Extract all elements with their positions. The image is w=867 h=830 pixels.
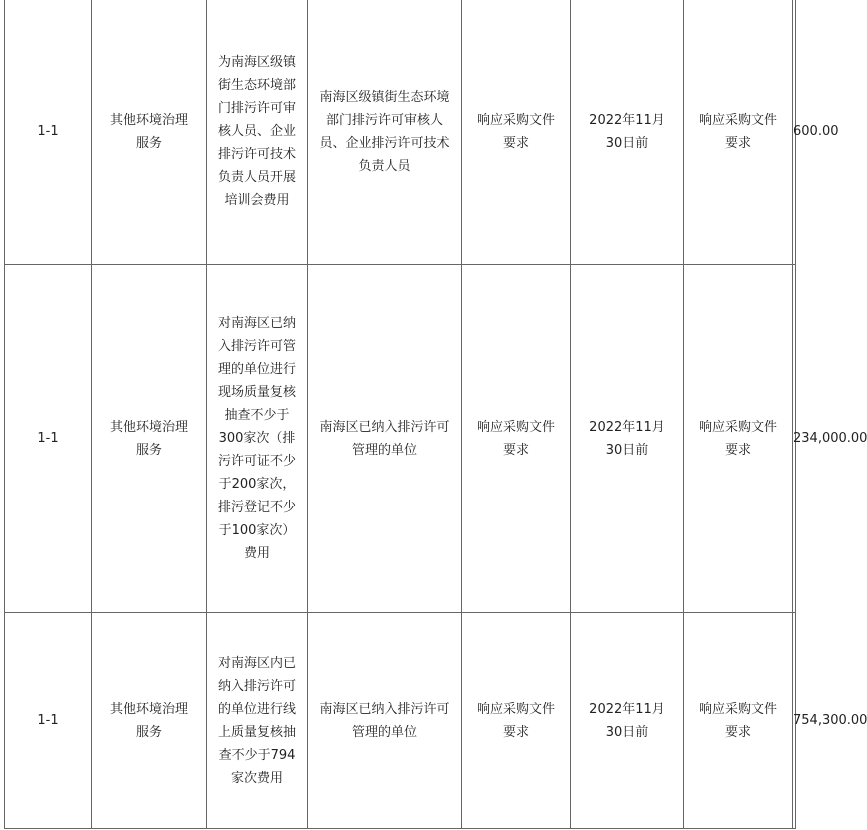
item-requirement-2: 响应采购文件要求 <box>684 0 793 265</box>
item-target: 南海区已纳入排污许可管理的单位 <box>308 613 462 829</box>
item-requirement: 响应采购文件要求 <box>462 265 571 613</box>
item-target: 南海区已纳入排污许可管理的单位 <box>308 265 462 613</box>
table-row <box>5 0 796 265</box>
item-category: 其他环境治理服务 <box>92 0 207 265</box>
item-deadline: 2022年11月30日前 <box>571 0 684 265</box>
item-description: 为南海区级镇街生态环境部门排污许可审核人员、企业排污许可技术负责人员开展培训会费用 <box>207 0 308 265</box>
item-amount: 754,300.00 <box>793 613 796 829</box>
table-row <box>5 613 796 829</box>
item-requirement-2: 响应采购文件要求 <box>684 613 793 829</box>
item-requirement-2: 响应采购文件要求 <box>684 265 793 613</box>
item-index: 1-1 <box>5 0 92 265</box>
item-index: 1-1 <box>5 613 92 829</box>
item-amount: 234,000.00 <box>793 265 796 613</box>
item-description: 对南海区内已纳入排污许可的单位进行线上质量复核抽查不少于794家次费用 <box>207 613 308 829</box>
item-description: 对南海区已纳入排污许可管理的单位进行现场质量复核抽查不少于300家次（排污许可证不少于200家次，排污登记不少于100家次）费用 <box>207 265 308 613</box>
item-requirement: 响应采购文件要求 <box>462 0 571 265</box>
item-index: 1-1 <box>5 265 92 613</box>
item-category: 其他环境治理服务 <box>92 613 207 829</box>
item-category: 其他环境治理服务 <box>92 265 207 613</box>
item-deadline: 2022年11月30日前 <box>571 265 684 613</box>
item-requirement: 响应采购文件要求 <box>462 613 571 829</box>
item-target: 南海区级镇街生态环境部门排污许可审核人员、企业排污许可技术负责人员 <box>308 0 462 265</box>
procurement-table <box>4 0 867 829</box>
item-amount: 600.00 <box>793 0 796 265</box>
table-row <box>5 265 796 613</box>
item-deadline: 2022年11月30日前 <box>571 613 684 829</box>
